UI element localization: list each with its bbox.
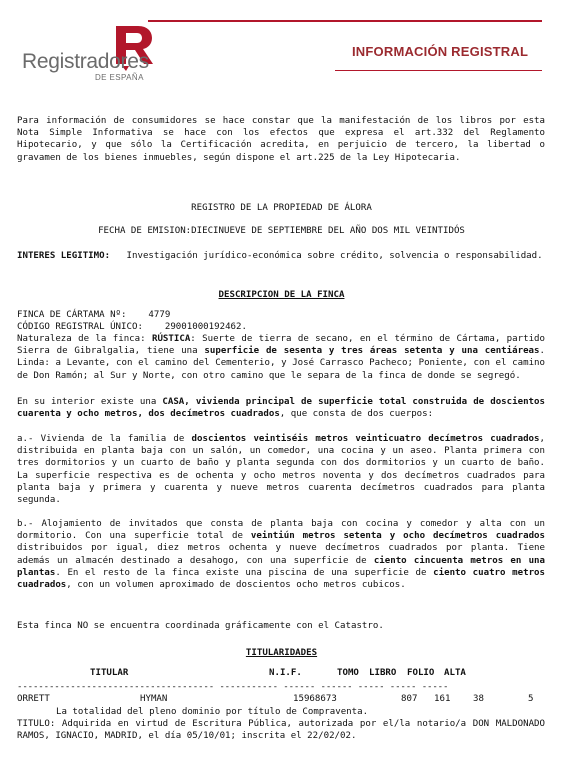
house-text-2: CASA, vivienda principal de superficie total construida de doscientos cuarenta y ocho metros, dos decímetros cuadrados [17,397,551,420]
cadastre-note: Esta finca NO se encuentra coordinada gráficamente con el Catastro. [17,621,384,631]
description-heading-text: DESCRIPCION DE LA FINCA [218,290,345,300]
registradores-logo [14,22,164,84]
legitimate-interest [17,250,545,262]
nature-label: Naturaleza de la finca: [17,334,146,344]
body-b-text-6: ciento cuatro metros cuadrados [17,567,551,591]
owner-libro: 161 [434,694,451,704]
column-header-nif: N.I.F. [269,668,302,678]
body-b-text-1: b.- Alojamiento de invitados que consta de planta baja con cocina y comedor y alta con un dormitorio. Con una superficie total de [17,519,551,542]
finca-number: 4779 [148,310,171,320]
body-b-paragraph [17,518,551,591]
interest-text: Investigación jurídico-económica sobre crédito, solvencia o responsabilidad. [126,251,543,261]
nature-text-3: . Linda: a Levante, con el camino del Cementerio, y José Carrasco Pacheco; Poniente, con el camino de Don Ramón; al Sur y Norte, con otro camino que le separa de la finca de donde se segregó. [17,346,551,381]
column-header-folio: FOLIO [407,668,435,678]
owner-surname: ORRETT [17,694,50,704]
registry-name: REGISTRO DE LA PROPIEDAD DE ÁLORA [191,203,372,213]
house-paragraph [17,396,551,420]
body-b-text-5: . En el resto de la finca existe una piscina de una superficie de [55,567,434,578]
body-a-text-3: , distribuida en planta baja con un salón, un comedor, una cocina y un aseo. Planta primera con tres dormitorios y un cuarto de baño y planta segunda con dos dormitorios y un cuarto de baño. La superficie respectiva es de ochenta y ocho metros noventa y dos decímetros cuadrados para planta baja y primera y cuarenta y nueve metros cuarenta decímetros cuadrados para planta segunda. [17,434,551,506]
intro-paragraph: Para información de consumidores se hace constar que la manifestación de los libros por esta Nota Simple Informativa se hace con los efectos que expresa el art.332 del Reglamento Hipotecario, y que sólo la Certificación acredita, en perjuicio de tercero, la libertad o gravamen de los bienes inmuebles, según dispone el art.225 de la Ley Hipotecaria. [17,116,551,163]
finca-label: FINCA DE CÁRTAMA Nº: [17,310,127,320]
page-title: INFORMACIÓN REGISTRAL [352,44,529,59]
cru-label: CÓDIGO REGISTRAL ÚNICO: [17,322,143,332]
column-header-titular: TITULAR [90,668,129,678]
logo-subtitle: DE ESPAÑA [95,73,144,82]
body-a-paragraph [17,433,551,506]
owner-tomo: 807 [401,694,418,704]
nature-value: RÚSTICA [151,334,191,344]
header-top-rule [148,20,542,22]
owner-nif: 15968673 [293,694,337,704]
title-description: TITULO: Adquirida en virtud de Escritura Pública, autorizada por el/la notario/a DON MALDONADO RAMOS, IGNACIO, MADRID, el día 05/10/01; inscrita el 22/02/02. [17,719,551,742]
nature-text-1: : Suerte de tierra de secano, en el término de Cártama, partido Sierra de Gibralgalia, tiene una [17,334,551,357]
nature-text-2: superficie de sesenta y tres áreas setenta y una centiáreas [204,346,540,357]
house-text-1: En su interior existe una [17,397,163,407]
body-a-text-1: a.- Vivienda de la familia de [17,434,192,444]
interest-label: INTERES LEGITIMO: [17,251,111,261]
body-b-text-7: , con un volumen aproximado de doscientos ocho metros cubicos. [66,580,406,591]
house-text-3: , que consta de dos cuerpos: [279,409,434,420]
owners-heading [0,647,563,659]
owners-heading-text: TITULARIDADES [245,648,318,658]
owner-folio: 38 [473,694,484,704]
cru-line [17,321,545,333]
owner-name: HYMAN [140,694,168,704]
description-heading [0,289,563,301]
body-b-text-4: ciento cincuenta metros en una plantas [17,555,551,578]
table-separator: ------------------------------------- ----------- ------ ------ ----- ----- ----- [17,682,449,692]
issue-date: FECHA DE EMISION:DIECINUEVE DE SEPTIEMBRE DEL AÑO DOS MIL VEINTIDÓS [98,226,465,236]
body-b-text-3: distribuidos por igual, diez metros ochenta y nueve decímetros cuadrados por planta. Tiene además un almacén destinado a desahogo, con una superficie de [17,531,551,566]
body-a-text-2: doscientos veintiséis metros veinticuatro decímetros cuadrados [191,434,540,444]
owner-alta: 5 [528,694,534,704]
finca-number-line [17,309,545,321]
logo-wordmark: Registradores [22,50,149,73]
ownership-extent: La totalidad del pleno dominio por título de Compraventa. [56,707,369,717]
column-header-libro: LIBRO [369,668,397,678]
body-b-text-2: veintiún metros setenta y ocho decímetros cuadrados [250,531,545,542]
header-bottom-rule [335,70,542,71]
column-header-alta: ALTA [444,668,466,678]
nature-paragraph [17,333,551,382]
cru-number: 29001000192462. [164,322,247,332]
column-header-tomo: TOMO [337,668,359,678]
